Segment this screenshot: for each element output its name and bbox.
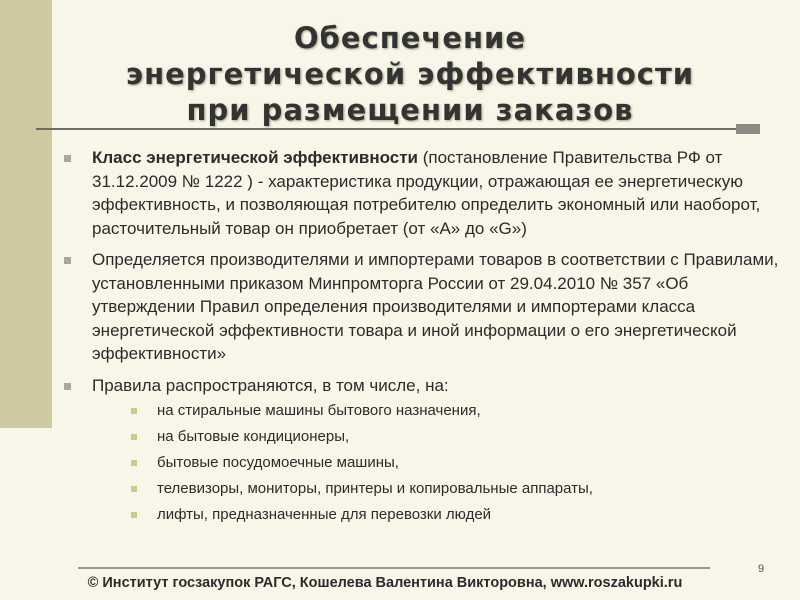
determination-text: Определяется производителями и импортерами товаров в соответствии с Правилами, установленными приказом Минпромторга России от 29.04.2010 № 357 «Об утверждении Правил определения производителями и импортерами класса энергетической эффективности товара и иной информации о его энергетической эффективности» bbox=[92, 250, 779, 363]
term-energy-class: Класс энергетической эффективности bbox=[92, 148, 419, 167]
page-number: 9 bbox=[758, 563, 765, 575]
sub-item bbox=[92, 479, 790, 505]
slide-content bbox=[60, 146, 790, 539]
sub-item bbox=[92, 505, 790, 531]
small-square-bullet-icon bbox=[131, 408, 137, 414]
slide-title bbox=[60, 20, 760, 128]
square-bullet-icon bbox=[64, 383, 71, 390]
small-square-bullet-icon bbox=[131, 460, 137, 466]
footer-copyright: © Институт госзакупок РАГС, Кошелева Валентина Викторовна, www.roszakupki.ru bbox=[87, 575, 683, 591]
bullet-item-rules-scope bbox=[60, 374, 790, 532]
sub-item-text: бытовые посудомоечные машины, bbox=[157, 454, 399, 471]
footer-divider bbox=[78, 567, 710, 569]
decorative-side-bar bbox=[0, 0, 52, 428]
small-square-bullet-icon bbox=[131, 512, 137, 518]
sub-item-text: на бытовые кондиционеры, bbox=[157, 428, 350, 445]
title-divider-accent bbox=[736, 124, 760, 134]
square-bullet-icon bbox=[64, 155, 71, 162]
title-line-3: при размещении заказов bbox=[186, 93, 634, 127]
bullet-item-energy-class bbox=[60, 146, 790, 240]
sub-item-text: лифты, предназначенные для перевозки людей bbox=[157, 506, 492, 523]
energy-class-definition: (постановление Правительства РФ от 31.12.2009 № 1222 ) - характеристика продукции, отражающая ее энергетическую эффективность, и позволяющая потребителю определить экономный или наоборот, расточительный товар он приобретает (от «A» до «G») bbox=[92, 148, 761, 238]
square-bullet-icon bbox=[64, 257, 71, 264]
sub-item bbox=[92, 427, 790, 453]
sub-item-text: на стиральные машины бытового назначения, bbox=[157, 402, 481, 419]
title-line-2: энергетической эффективности bbox=[125, 57, 695, 91]
small-square-bullet-icon bbox=[131, 434, 137, 440]
rules-scope-text: Правила распространяются, в том числе, на: bbox=[92, 375, 449, 395]
rules-scope-list bbox=[92, 401, 790, 531]
bullet-item-determination bbox=[60, 248, 790, 366]
title-divider bbox=[36, 128, 736, 130]
sub-item bbox=[92, 401, 790, 427]
title-line-1: Обеспечение bbox=[293, 21, 527, 55]
small-square-bullet-icon bbox=[131, 486, 137, 492]
sub-item bbox=[92, 453, 790, 479]
sub-item-text: телевизоры, мониторы, принтеры и копировальные аппараты, bbox=[157, 480, 593, 497]
